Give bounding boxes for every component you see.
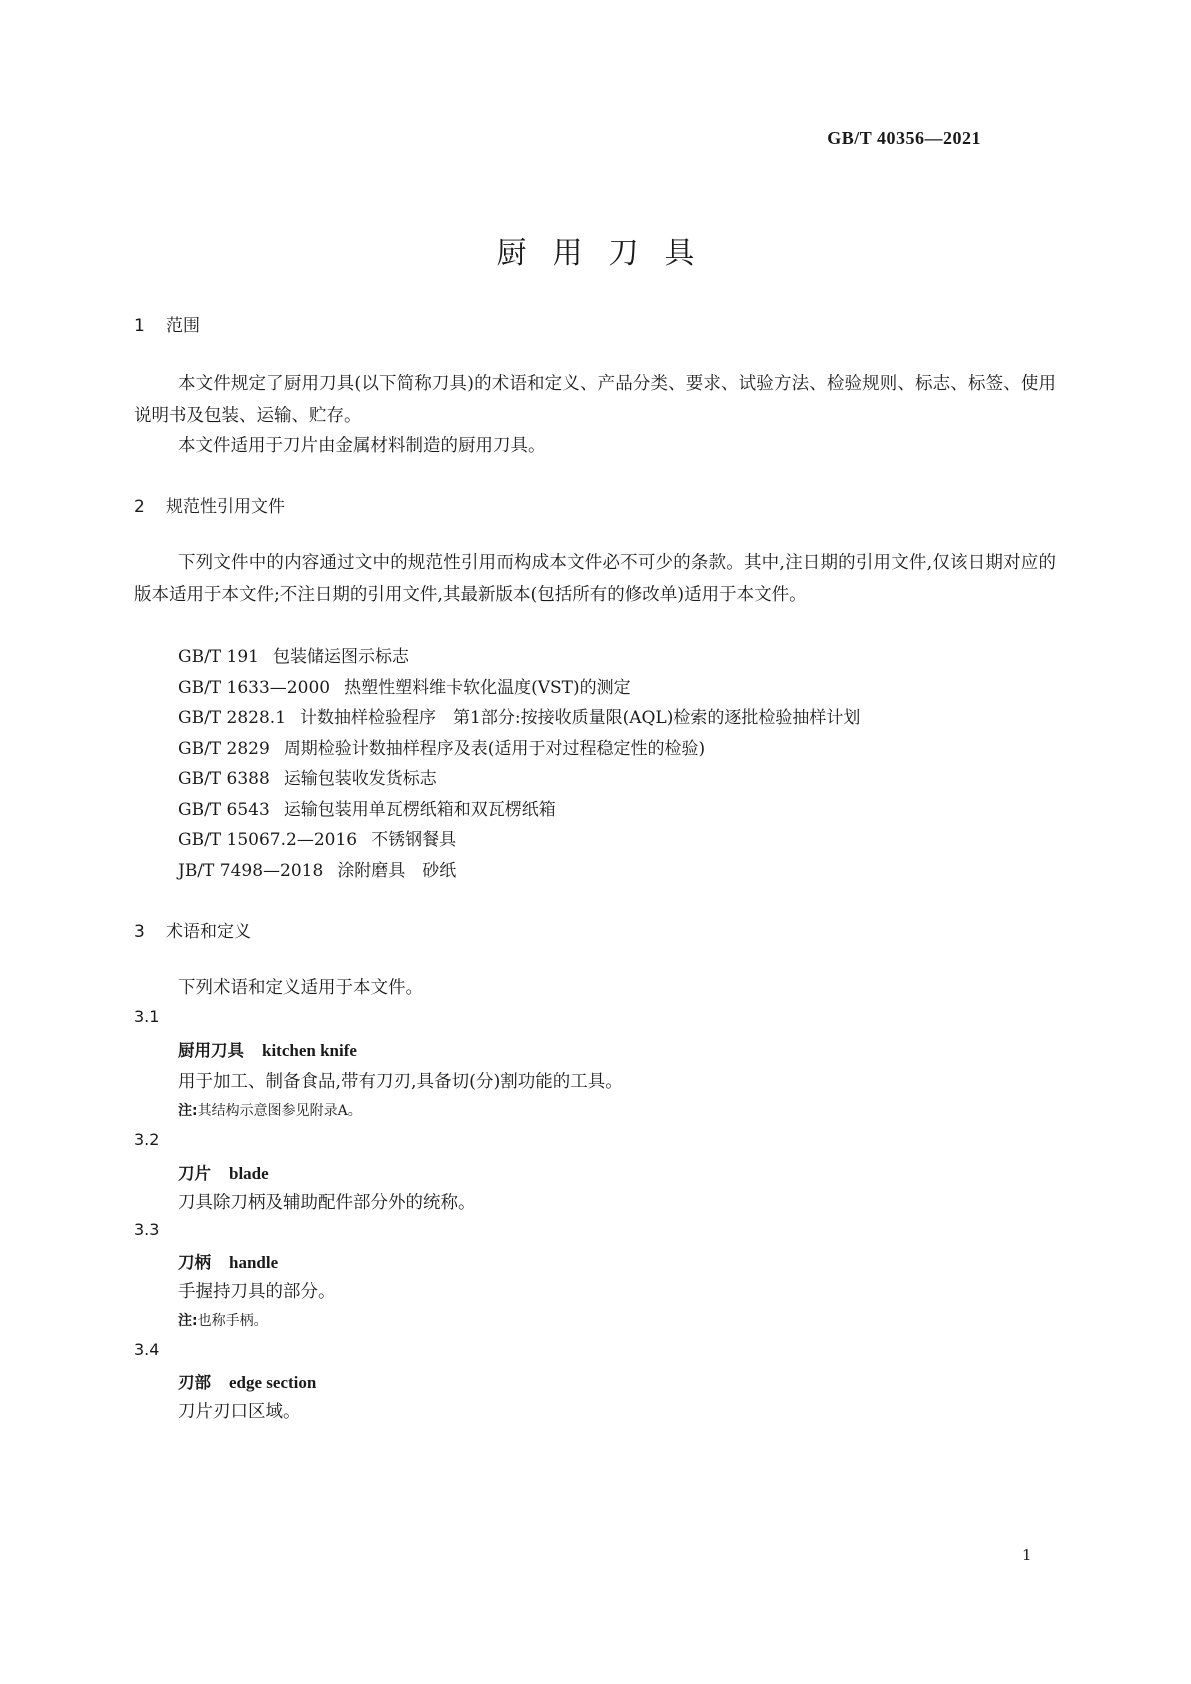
- scope-paragraph-2: [134, 430, 1056, 462]
- reference-title: 运输包装用单瓦楞纸箱和双瓦楞纸箱: [283, 800, 556, 820]
- reference-code: GB/T 15067.2—2016: [178, 830, 358, 850]
- term-zh: 刃部: [178, 1373, 211, 1392]
- reference-title: 计数抽样检验程序 第1部分:按接收质量限(AQL)检索的逐批检验抽样计划: [300, 708, 861, 728]
- reference-code: GB/T 6543: [178, 800, 270, 820]
- reference-code: GB/T 6388: [178, 769, 270, 789]
- note-text: 也称手柄。: [197, 1313, 268, 1329]
- section-title: 规范性引用文件: [166, 497, 285, 517]
- reference-title: 包装储运图示标志: [273, 647, 409, 667]
- scope-text-2: 本文件适用于刀片由金属材料制造的厨用刀具。: [178, 436, 546, 456]
- term-zh: 刀片: [178, 1164, 211, 1183]
- term-heading: [178, 1369, 316, 1393]
- reference-code: GB/T 1633—2000: [178, 678, 331, 698]
- term-number: 3.3: [134, 1220, 160, 1239]
- section-number: 1: [134, 316, 145, 336]
- normative-intro: [134, 547, 1056, 611]
- term-en: kitchen knife: [262, 1041, 357, 1060]
- section-heading-1: [134, 311, 200, 336]
- page-number: 1: [1022, 1546, 1032, 1564]
- reference-title: 不锈钢餐具: [371, 830, 457, 850]
- section-number: 2: [134, 497, 145, 517]
- reference-item: [178, 642, 409, 667]
- term-definition: 刀片刃口区域。: [178, 1402, 301, 1422]
- standard-number: GB/T 40356—2021: [827, 128, 981, 148]
- scope-text-1: 本文件规定了厨用刀具(以下简称刀具)的术语和定义、产品分类、要求、试验方法、检验规则、标志、标签、使用说明书及包装、运输、贮存。: [134, 374, 1056, 426]
- term-heading: [178, 1037, 357, 1061]
- reference-title: 运输包装收发货标志: [283, 769, 437, 789]
- terms-intro: 下列术语和定义适用于本文件。: [178, 978, 423, 998]
- term-zh: 厨用刀具: [178, 1041, 244, 1060]
- reference-title: 热塑性塑料维卡软化温度(VST)的测定: [344, 678, 631, 698]
- reference-code: JB/T 7498—2018: [178, 861, 324, 881]
- term-note: [178, 1100, 362, 1120]
- section-heading-3: [134, 917, 251, 942]
- reference-item: [178, 825, 456, 850]
- note-label: 注:: [178, 1103, 198, 1119]
- section-heading-2: [134, 492, 285, 517]
- reference-item: [178, 856, 456, 881]
- document-title: 厨用刀具: [496, 236, 721, 271]
- term-heading: [178, 1160, 269, 1184]
- reference-item: [178, 703, 860, 728]
- reference-item: [178, 734, 705, 759]
- section-title: 范围: [166, 316, 200, 336]
- reference-code: GB/T 191: [178, 647, 259, 667]
- term-en: handle: [229, 1253, 279, 1272]
- term-definition: 手握持刀具的部分。: [178, 1282, 336, 1302]
- scope-paragraph-1: [134, 368, 1056, 432]
- term-en: edge section: [229, 1373, 317, 1392]
- term-heading: [178, 1249, 278, 1273]
- normative-intro-text: 下列文件中的内容通过文中的规范性引用而构成本文件必不可少的条款。其中,注日期的引用文件,仅该日期对应的版本适用于本文件;不注日期的引用文件,其最新版本(包括所有的修改单)适用于本文件。: [134, 553, 1056, 605]
- reference-code: GB/T 2829: [178, 739, 270, 759]
- reference-title: 周期检验计数抽样程序及表(适用于对过程稳定性的检验): [283, 739, 706, 759]
- term-en: blade: [229, 1164, 269, 1183]
- note-text: 其结构示意图参见附录A。: [197, 1103, 362, 1119]
- section-number: 3: [134, 922, 145, 942]
- note-label: 注:: [178, 1313, 198, 1329]
- reference-title: 涂附磨具 砂纸: [337, 861, 457, 881]
- reference-item: [178, 795, 556, 820]
- term-number: 3.4: [134, 1340, 160, 1359]
- term-number: 3.1: [134, 1007, 160, 1026]
- reference-item: [178, 673, 631, 698]
- term-definition: 用于加工、制备食品,带有刀刃,具备切(分)割功能的工具。: [178, 1072, 623, 1092]
- section-title: 术语和定义: [166, 922, 251, 942]
- term-note: [178, 1310, 268, 1330]
- reference-code: GB/T 2828.1: [178, 708, 287, 728]
- reference-item: [178, 764, 437, 789]
- term-definition: 刀具除刀柄及辅助配件部分外的统称。: [178, 1193, 476, 1213]
- term-number: 3.2: [134, 1130, 160, 1149]
- term-zh: 刀柄: [178, 1253, 211, 1272]
